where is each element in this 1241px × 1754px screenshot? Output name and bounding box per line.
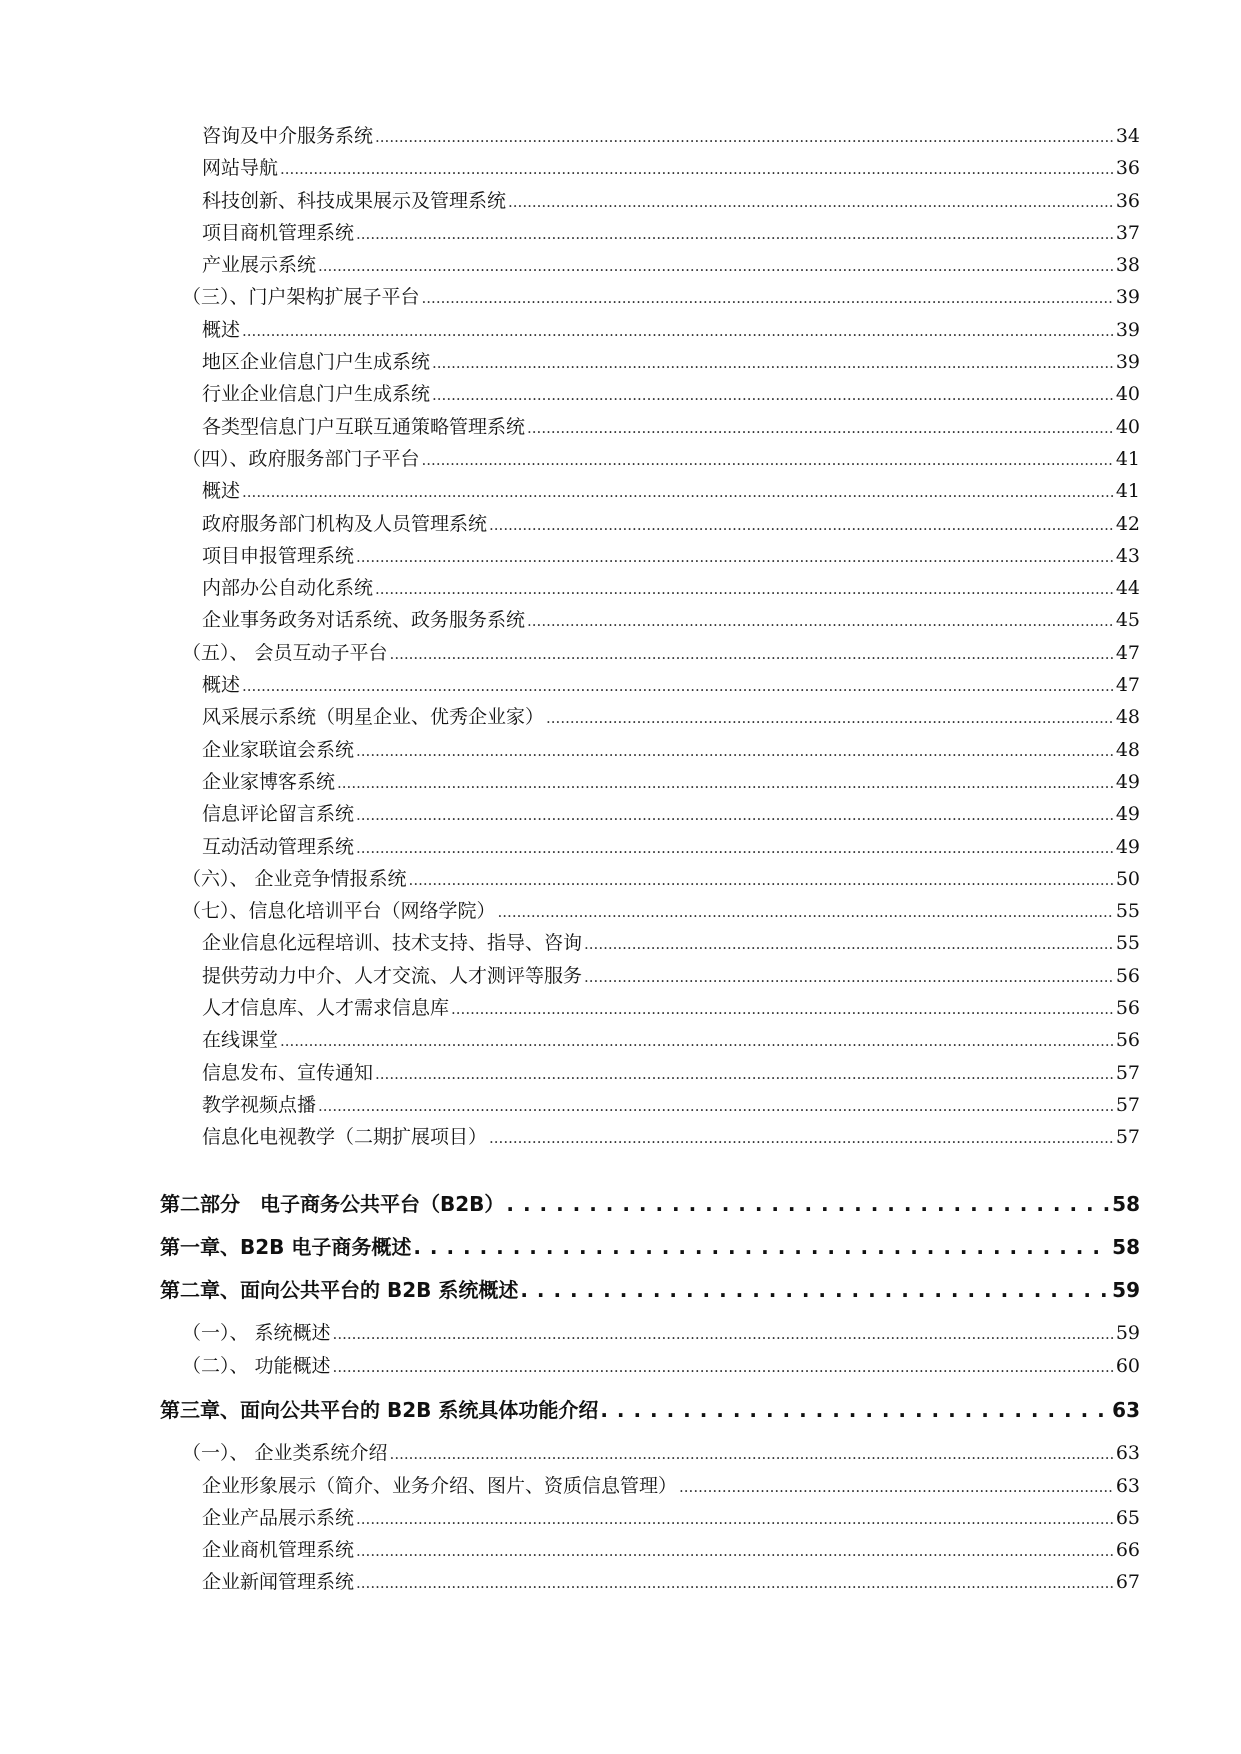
toc-entry[interactable] (160, 604, 1140, 636)
dot-leader (527, 604, 1114, 637)
toc-entry-page: 57 (1115, 1093, 1140, 1116)
toc-entry-title: 企业形象展示（简介、业务介绍、图片、资质信息管理） (202, 1474, 678, 1497)
toc-entry-title: （一）、 企业类系统介绍 (182, 1442, 388, 1465)
dot-leader (356, 1534, 1114, 1567)
toc-entry-title: 网站导航 (202, 157, 279, 180)
toc-entry-title: 概述 (202, 674, 241, 697)
toc-entry[interactable] (160, 1057, 1140, 1089)
toc-entry-title: 企业商机管理系统 (202, 1539, 355, 1562)
toc-entry-page: 44 (1115, 577, 1140, 600)
toc-entry-page: 55 (1115, 900, 1140, 923)
dot-leader (375, 1057, 1114, 1090)
dot-leader (333, 1317, 1114, 1350)
toc-entry-title: 第三章、面向公共平台的 B2B 系统具体功能介绍 (160, 1397, 599, 1422)
toc-entry[interactable] (160, 378, 1140, 410)
toc-entry-page: 41 (1115, 480, 1140, 503)
toc-entry-page: 67 (1115, 1571, 1140, 1594)
toc-entry-page: 57 (1115, 1061, 1140, 1084)
toc-entry-page: 42 (1115, 512, 1140, 535)
toc-entry-title: 概述 (202, 318, 241, 341)
toc-entry-page: 56 (1115, 1029, 1140, 1052)
toc-entry-page: 63 (1115, 1474, 1140, 1497)
toc-entry[interactable] (160, 1437, 1140, 1469)
toc-entry-page: 60 (1115, 1354, 1140, 1377)
dot-leader (242, 669, 1114, 702)
dot-leader (498, 895, 1114, 928)
dot-leader (413, 1225, 1110, 1269)
toc-entry[interactable] (160, 1024, 1140, 1056)
dot-leader (679, 1470, 1114, 1503)
dot-leader (242, 314, 1114, 347)
dot-leader (489, 508, 1114, 541)
toc-entry-title: 企业信息化远程培训、技术支持、指导、咨询 (202, 932, 583, 955)
dot-leader (356, 798, 1114, 831)
toc-entry[interactable] (160, 1470, 1140, 1502)
toc-entry-page: 59 (1112, 1278, 1140, 1303)
toc-entry-page: 37 (1115, 221, 1140, 244)
toc-entry-title: 互动活动管理系统 (202, 835, 355, 858)
dot-leader (337, 766, 1114, 799)
toc-entry-title: 企业新闻管理系统 (202, 1571, 355, 1594)
toc-entry-page: 38 (1115, 254, 1140, 277)
toc-entry[interactable] (160, 1121, 1140, 1153)
toc-entry[interactable] (160, 895, 1140, 927)
toc-entry-title: 信息发布、宣传通知 (202, 1061, 374, 1084)
toc-entry-title: 企业产品展示系统 (202, 1506, 355, 1529)
toc-entry-page: 47 (1115, 674, 1140, 697)
toc-entry-title: 在线课堂 (202, 1029, 279, 1052)
dot-leader (356, 1566, 1114, 1599)
toc-entry-title: 项目申报管理系统 (202, 544, 355, 567)
dot-leader (506, 1182, 1110, 1226)
toc-entry-page: 43 (1115, 544, 1140, 567)
toc-entry-page: 56 (1115, 964, 1140, 987)
dot-leader (375, 572, 1114, 605)
toc-entry-title: （五）、 会员互动子平台 (182, 641, 388, 664)
toc-entry-page: 36 (1115, 189, 1140, 212)
dot-leader (242, 475, 1114, 508)
toc-entry[interactable] (160, 831, 1140, 863)
toc-entry-title: 信息评论留言系统 (202, 803, 355, 826)
toc-entry-page: 55 (1115, 932, 1140, 955)
toc-entry[interactable] (160, 281, 1140, 313)
toc-entry[interactable] (160, 734, 1140, 766)
toc-entry-page: 40 (1115, 415, 1140, 438)
toc-entry[interactable] (160, 1089, 1140, 1121)
toc-entry[interactable] (160, 766, 1140, 798)
toc-entry-page: 40 (1115, 383, 1140, 406)
dot-leader (280, 1024, 1114, 1057)
dot-leader (318, 249, 1114, 282)
table-of-contents (160, 120, 1140, 1599)
toc-entry-title: 企业家联谊会系统 (202, 738, 355, 761)
toc-entry-page: 49 (1115, 770, 1140, 793)
toc-entry-page: 59 (1115, 1322, 1140, 1345)
toc-entry-page: 49 (1115, 803, 1140, 826)
toc-entry[interactable] (160, 637, 1140, 669)
toc-entry[interactable] (160, 314, 1140, 346)
toc-entry-title: 教学视频点播 (202, 1093, 317, 1116)
dot-leader (527, 411, 1114, 444)
dot-leader (451, 992, 1114, 1025)
toc-entry[interactable] (160, 863, 1140, 895)
dot-leader (375, 120, 1114, 153)
toc-entry-title: 第二部分 电子商务公共平台（B2B） (160, 1191, 505, 1216)
toc-entry-page: 45 (1115, 609, 1140, 632)
dot-leader (600, 1388, 1110, 1432)
toc-entry[interactable] (160, 185, 1140, 217)
toc-entry[interactable] (160, 572, 1140, 604)
dot-leader (356, 734, 1114, 767)
toc-entry[interactable] (160, 798, 1140, 830)
toc-entry[interactable] (160, 669, 1140, 701)
toc-entry-title: 产业展示系统 (202, 254, 317, 277)
toc-entry-page: 48 (1115, 706, 1140, 729)
toc-entry-page: 49 (1115, 835, 1140, 858)
toc-chapter-entry[interactable] (160, 1225, 1140, 1268)
dot-leader (422, 281, 1114, 314)
toc-entry[interactable] (160, 540, 1140, 572)
toc-entry-title: （一）、 系统概述 (182, 1322, 331, 1345)
toc-entry[interactable] (160, 152, 1140, 184)
toc-entry-title: 行业企业信息门户生成系统 (202, 383, 431, 406)
dot-leader (432, 378, 1114, 411)
toc-entry-title: 第一章、B2B 电子商务概述 (160, 1234, 412, 1259)
toc-entry[interactable] (160, 508, 1140, 540)
toc-entry[interactable] (160, 992, 1140, 1024)
dot-leader (333, 1350, 1114, 1383)
toc-entry-title: （四）、政府服务部门子平台 (182, 447, 420, 470)
toc-entry-title: （七）、信息化培训平台（网络学院） (182, 900, 496, 923)
toc-entry-title: 企业事务政务对话系统、政务服务系统 (202, 609, 526, 632)
dot-leader (356, 217, 1114, 250)
toc-chapter-entry[interactable] (160, 1388, 1140, 1431)
toc-group-chapter2 (160, 1317, 1140, 1382)
toc-entry-title: （六）、 企业竞争情报系统 (182, 867, 407, 890)
toc-entry-title: 科技创新、科技成果展示及管理系统 (202, 189, 507, 212)
toc-part-entry[interactable] (160, 1182, 1140, 1225)
toc-entry-title: 企业家博客系统 (202, 770, 336, 793)
dot-leader (546, 701, 1114, 734)
toc-entry-page: 48 (1115, 738, 1140, 761)
toc-entry-title: 咨询及中介服务系统 (202, 125, 374, 147)
dot-leader (584, 960, 1114, 993)
toc-entry-page: 41 (1115, 447, 1140, 470)
toc-entry-page: 50 (1115, 867, 1140, 890)
toc-entry-title: 各类型信息门户互联互通策略管理系统 (202, 415, 526, 438)
toc-entry[interactable] (160, 346, 1140, 378)
dot-leader (520, 1268, 1110, 1312)
toc-entry-title: （二）、 功能概述 (182, 1354, 331, 1377)
toc-entry[interactable] (160, 443, 1140, 475)
toc-entry-title: 风采展示系统（明星企业、优秀企业家） (202, 706, 545, 729)
toc-entry-title: （三）、门户架构扩展子平台 (182, 286, 420, 309)
toc-entry[interactable] (160, 701, 1140, 733)
toc-entry-title: 第二章、面向公共平台的 B2B 系统概述 (160, 1278, 519, 1303)
dot-leader (356, 540, 1114, 573)
toc-entry-page: 39 (1115, 351, 1140, 374)
toc-entry[interactable] (160, 960, 1140, 992)
toc-entry-title: 地区企业信息门户生成系统 (202, 351, 431, 374)
toc-chapter-entry[interactable] (160, 1268, 1140, 1311)
dot-leader (356, 1502, 1114, 1535)
toc-entry-page: 63 (1115, 1442, 1140, 1465)
toc-entry-page: 34 (1115, 125, 1140, 147)
toc-entry[interactable] (160, 1350, 1140, 1382)
toc-entry-title: 内部办公自动化系统 (202, 577, 374, 600)
dot-leader (422, 443, 1114, 476)
dot-leader (489, 1121, 1114, 1154)
toc-entry-title: 信息化电视教学（二期扩展项目） (202, 1126, 488, 1149)
toc-entry-page: 65 (1115, 1506, 1140, 1529)
toc-entry[interactable] (160, 1317, 1140, 1349)
spacer (160, 1154, 1140, 1182)
toc-entry-title: 人才信息库、人才需求信息库 (202, 997, 450, 1020)
toc-entry-page: 58 (1112, 1191, 1140, 1216)
toc-entry[interactable] (160, 1534, 1140, 1566)
dot-leader (390, 1437, 1114, 1470)
toc-entry-page: 39 (1115, 286, 1140, 309)
dot-leader (356, 831, 1114, 864)
toc-entry-page: 39 (1115, 318, 1140, 341)
toc-entry[interactable] (160, 411, 1140, 443)
dot-leader (390, 637, 1114, 670)
toc-entry[interactable] (160, 249, 1140, 281)
dot-leader (432, 346, 1114, 379)
toc-entry[interactable] (160, 217, 1140, 249)
toc-group-part1 (160, 120, 1140, 1154)
dot-leader (508, 185, 1114, 218)
toc-entry-page: 57 (1115, 1126, 1140, 1149)
toc-entry[interactable] (160, 475, 1140, 507)
toc-entry[interactable] (160, 927, 1140, 959)
toc-entry[interactable] (160, 1502, 1140, 1534)
toc-entry-page: 47 (1115, 641, 1140, 664)
toc-entry-title: 概述 (202, 480, 241, 503)
toc-entry-title: 项目商机管理系统 (202, 221, 355, 244)
toc-entry[interactable] (160, 120, 1140, 152)
toc-entry-page: 63 (1112, 1397, 1140, 1422)
dot-leader (584, 927, 1114, 960)
toc-entry-title: 政府服务部门机构及人员管理系统 (202, 512, 488, 535)
toc-entry-page: 36 (1115, 157, 1140, 180)
toc-entry-title: 提供劳动力中介、人才交流、人才测评等服务 (202, 964, 583, 987)
toc-entry[interactable] (160, 1566, 1140, 1598)
toc-group-chapter3 (160, 1437, 1140, 1598)
dot-leader (318, 1089, 1114, 1122)
dot-leader (409, 863, 1114, 896)
toc-entry-page: 56 (1115, 997, 1140, 1020)
toc-entry-page: 58 (1112, 1234, 1140, 1259)
toc-entry-page: 66 (1115, 1539, 1140, 1562)
dot-leader (280, 152, 1114, 185)
